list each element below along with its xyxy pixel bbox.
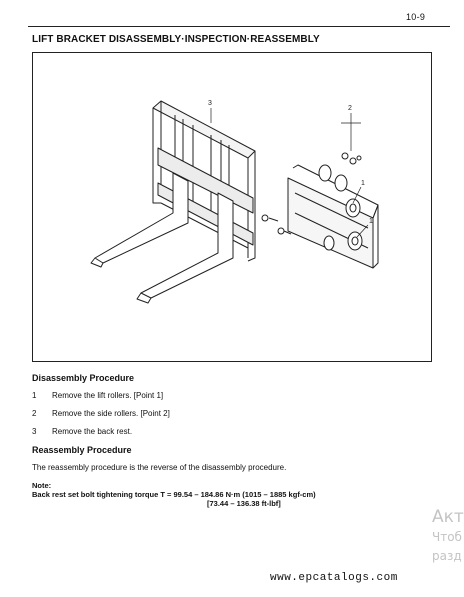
disassembly-step [32, 409, 170, 418]
callout-1-upper: 1 [361, 180, 365, 187]
exploded-view-figure [32, 52, 432, 362]
callout-3: 3 [208, 100, 212, 107]
callout-2: 2 [348, 105, 352, 112]
note-label: Note: [32, 481, 52, 490]
disassembly-step [32, 391, 163, 400]
reassembly-heading: Reassembly Procedure [32, 445, 132, 455]
callout-1-lower: 1 [369, 218, 373, 225]
step-text: Remove the lift rollers. [Point 1] [52, 391, 164, 400]
disassembly-heading: Disassembly Procedure [32, 373, 135, 383]
page-title: LIFT BRACKET DISASSEMBLY·INSPECTION·REASSEMBLY [32, 34, 320, 45]
torque-spec-imperial: [73.44 – 136.38 ft-lbf] [207, 499, 281, 508]
watermark-line: Чтоб [432, 530, 462, 544]
lift-bracket-drawing [33, 53, 433, 363]
reassembly-text: The reassembly procedure is the reverse of the disassembly procedure. [32, 463, 287, 472]
left-fork [91, 173, 188, 267]
watermark-line: Акт [432, 507, 464, 527]
page-number: 10-9 [406, 12, 426, 22]
step-number: 2 [32, 409, 37, 418]
step-text: Remove the side rollers. [Point 2] [52, 409, 170, 418]
watermark-line: разд [432, 549, 462, 563]
back-rest-bolts [262, 215, 291, 234]
step-text: Remove the back rest. [52, 427, 133, 436]
back-rest-frame [153, 101, 255, 261]
header-rule [28, 26, 450, 27]
disassembly-step [32, 427, 132, 436]
torque-spec: Back rest set bolt tightening torque T = 99.54 – 184.86 N·m (1015 – 1885 kgf-cm) [32, 490, 316, 499]
footer-url: www.epcatalogs.com [270, 572, 398, 584]
step-number: 3 [32, 427, 37, 436]
step-number: 1 [32, 391, 37, 400]
